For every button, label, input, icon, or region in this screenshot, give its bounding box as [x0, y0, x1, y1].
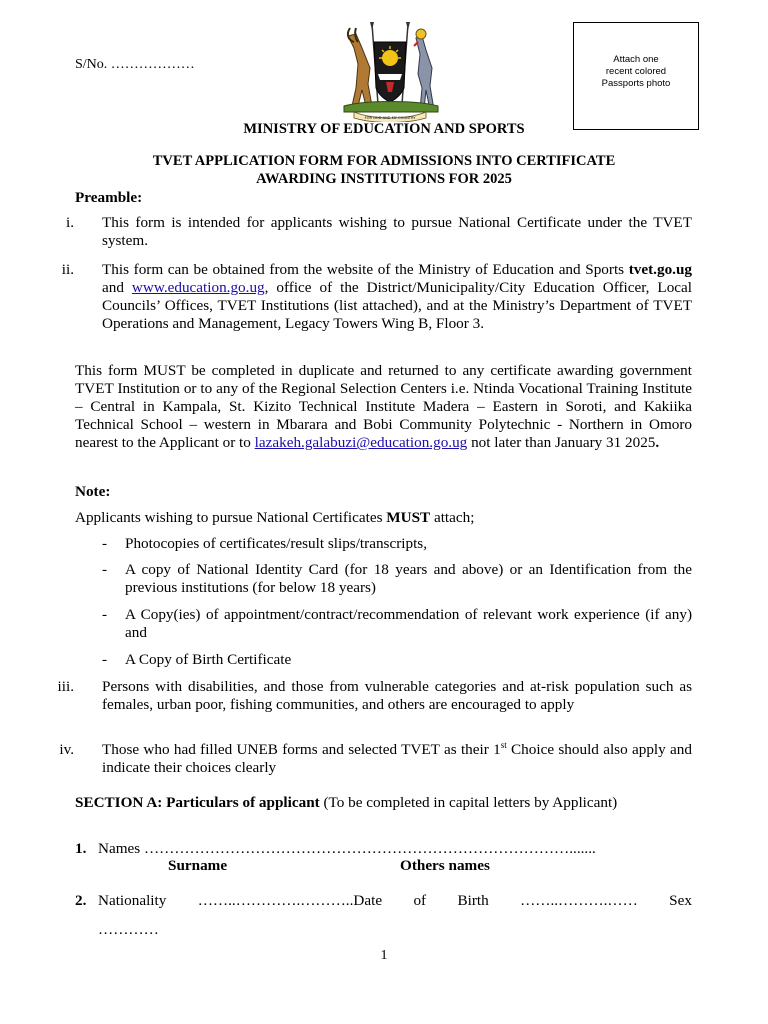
bullet-dash: -: [102, 561, 108, 578]
item-number: iv.: [59, 741, 74, 758]
section-a-subtitle: (To be completed in capital letters by Applicant): [319, 794, 618, 811]
section-a-heading: [75, 794, 692, 812]
sex-field[interactable]: …………: [98, 921, 159, 938]
list-item: A copy of National Identity Card (for 18 years and above) or an Identification from the previous institutions (for below 18 years): [125, 561, 692, 596]
dob-of-label: of: [413, 892, 427, 909]
dob-birth-label: Birth: [457, 892, 489, 909]
item-number: ii.: [61, 261, 74, 278]
item-number: iii.: [57, 678, 74, 695]
deadline-period: .: [655, 434, 660, 451]
form-title-line-1: TVET APPLICATION FORM FOR ADMISSIONS INTO CERTIFICATE: [152, 153, 616, 169]
submission-paragraph: [75, 362, 692, 452]
list-item: A Copy of Birth Certificate: [125, 651, 292, 668]
question-number: 2.: [75, 892, 87, 909]
page-number: 1: [380, 948, 388, 963]
item-iv-text-a: Those who had filled UNEB forms and selected TVET as their 1: [102, 741, 501, 758]
education-website-link[interactable]: www.education.go.ug: [131, 279, 265, 296]
note-heading: Note:: [75, 483, 111, 500]
dob-field[interactable]: ……..……….……: [520, 892, 638, 909]
section-a-title: SECTION A: Particulars of applicant: [75, 794, 320, 811]
item-iv-text-b: Choice should also apply and indicate their choices clearly: [102, 741, 692, 776]
photo-box-line: recent colored: [605, 66, 667, 77]
deadline-text: not later than January 31 2025: [467, 434, 656, 451]
email-link[interactable]: lazakeh.galabuzi@education.go.ug: [254, 434, 468, 451]
bullet-dash: -: [102, 651, 108, 668]
bullet-dash: -: [102, 535, 108, 552]
must-text: This form MUST be completed in duplicate and returned to any certificate awarding government TVET Institution or to any of the Regional Selection Centers i.e. Ntinda Vocational Training Institute – Central in Kampala, St. Kizito Technical Institute Madera – Eastern in Soroti, and Kakiika Technical School – western in Mbarara and Bobi Community Polytechnic - Northern in Omoro nearest to the Applicant or to: [75, 362, 692, 451]
list-item: A Copy(ies) of appointment/contract/recommendation of relevant work experience (if any) and: [125, 606, 692, 641]
item-number: i.: [65, 214, 74, 231]
photo-box-line: Passports photo: [601, 78, 671, 89]
sex-label: Sex: [669, 892, 692, 909]
note-intro: [75, 509, 474, 527]
note-intro-must: MUST: [386, 509, 431, 526]
serial-number: S/No. ………………: [75, 57, 195, 72]
list-item: Photocopies of certificates/result slips/transcripts,: [125, 535, 427, 552]
note-intro-attach: attach;: [430, 509, 475, 526]
item-iv-sup: st: [500, 739, 507, 750]
nationality-label: Nationality: [98, 892, 167, 909]
item-ii-and: and: [102, 279, 124, 296]
nationality-field[interactable]: ……..………….………..Date: [197, 892, 383, 909]
names-field[interactable]: Names ………………………………………………………………………….......: [98, 840, 596, 857]
form-title-line-2: AWARDING INSTITUTIONS FOR 2025: [256, 171, 512, 187]
tvet-website: tvet.go.ug: [628, 261, 693, 278]
nationality-dob-sex-row: [98, 892, 692, 910]
passport-photo-box: [573, 22, 699, 130]
others-names-label: Others names: [400, 857, 490, 874]
uganda-coat-of-arms-icon: [334, 18, 446, 122]
preamble-heading: Preamble:: [75, 189, 143, 206]
item-ii-text-b: , office of the District/Municipality/City Education Officer, Local Councils’ Offices, TVET Institutions (list attached), and at the Ministry’s Department of TVET Operations and Management, Legacy Towers Wing B, Floor 3.: [102, 279, 693, 332]
question-number: 1.: [75, 840, 87, 857]
item-iv: [102, 741, 692, 777]
svg-text:FOR GOD AND MY COUNTRY: FOR GOD AND MY COUNTRY: [364, 116, 416, 120]
surname-label: Surname: [168, 857, 228, 874]
ministry-heading: MINISTRY OF EDUCATION AND SPORTS: [243, 121, 525, 137]
item-ii-text-a: This form can be obtained from the website of the Ministry of Education and Sports: [102, 261, 625, 278]
photo-box-line: Attach one: [613, 54, 659, 65]
form-title: [80, 152, 688, 188]
preamble-item-i: This form is intended for applicants wishing to pursue National Certificate under the TVET system.: [102, 214, 692, 249]
note-intro-text: Applicants wishing to pursue National Certificates: [75, 509, 387, 526]
preamble-item-ii: [102, 261, 692, 333]
item-iii: Persons with disabilities, and those from vulnerable categories and at-risk population such as females, urban poor, fishing communities, and others are encouraged to apply: [102, 678, 692, 713]
bullet-dash: -: [102, 606, 108, 623]
